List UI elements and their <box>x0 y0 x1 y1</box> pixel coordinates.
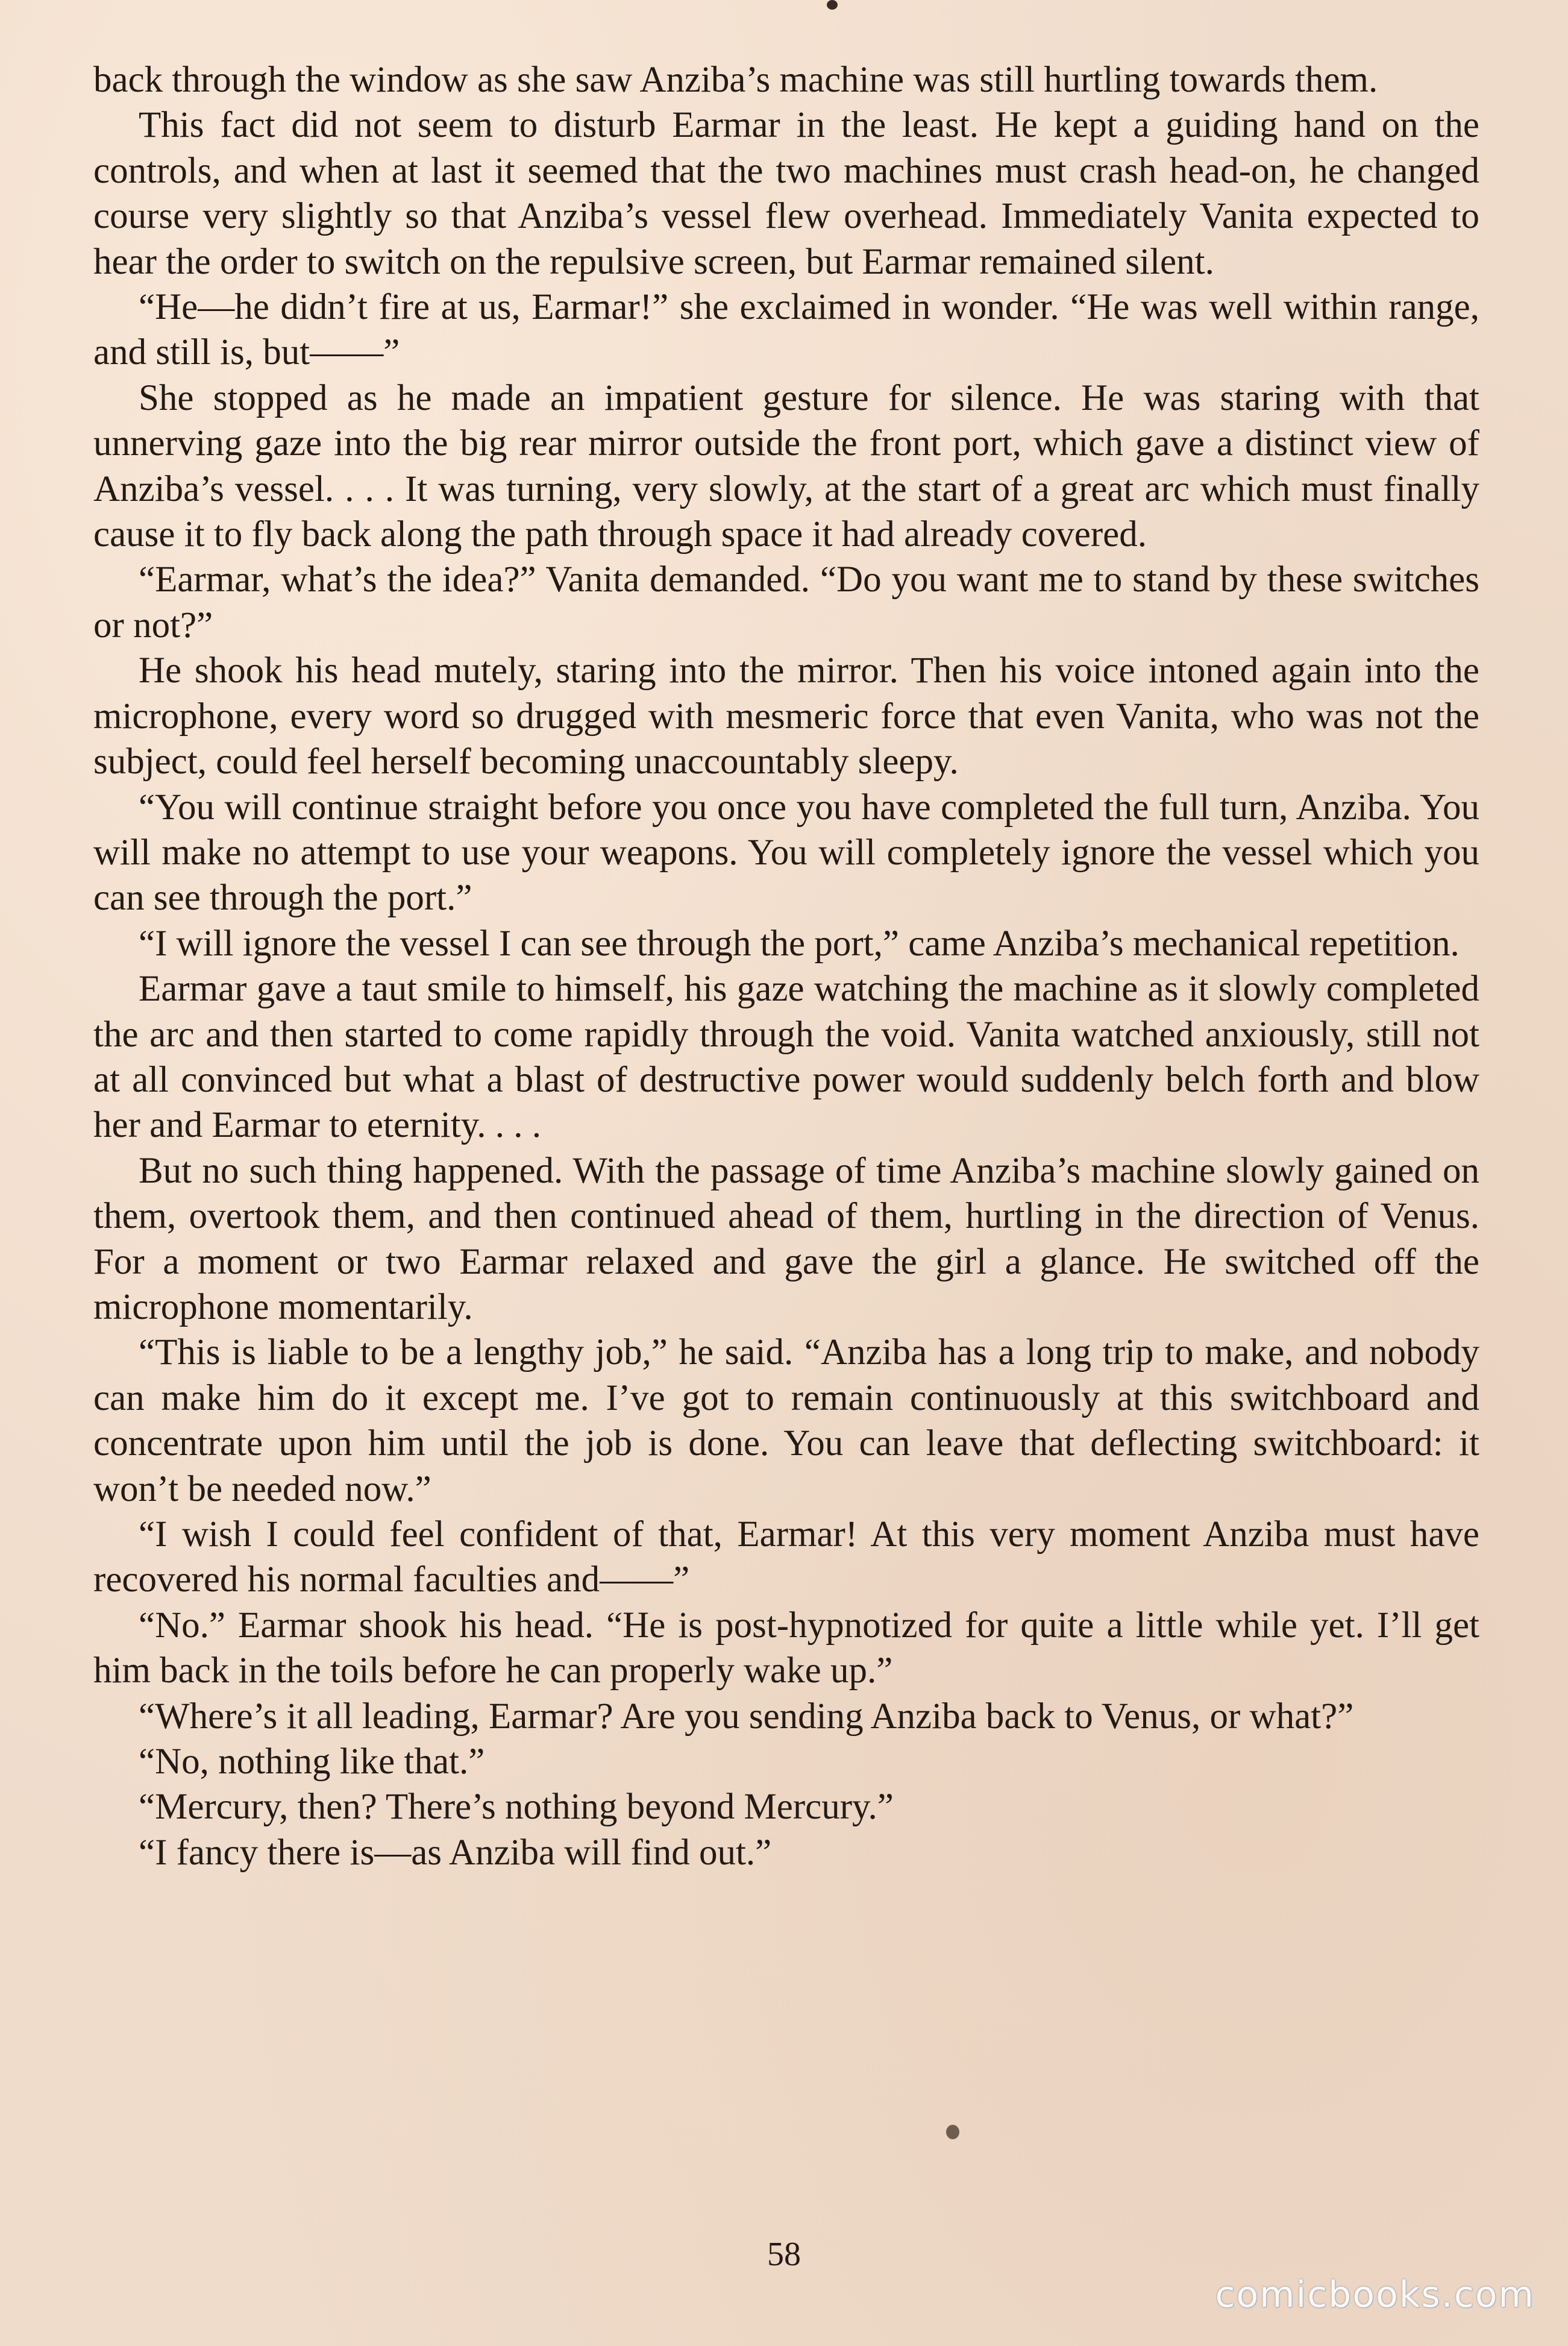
page-number: 58 <box>767 2236 801 2273</box>
paragraph-1: This fact did not seem to disturb Earmar in the least. He kept a guiding hand on the controls, and when at last it seemed that the two machines must crash head-on, he changed course very slightly so that Anziba’s vessel flew overhead. Immediately Vanita expected to hear the order to switch on the repulsive screen, but Earmar remained silent. <box>93 105 1479 282</box>
watermark-logo: comicbooks.com <box>1215 2274 1535 2316</box>
paragraph-12: “No.” Earmar shook his head. “He is post-hypnotized for quite a little while yet. I’ll get him back in the toils before he can properly wake up.” <box>93 1605 1479 1691</box>
body-text <box>93 57 1479 1875</box>
ink-speck <box>827 0 838 10</box>
paragraph-11: “I wish I could feel confident of that, Earmar! At this very moment Anziba must have recovered his normal faculties and——” <box>93 1514 1479 1600</box>
paragraph-16: “I fancy there is—as Anziba will find out.” <box>139 1832 772 1873</box>
paragraph-7: “I will ignore the vessel I can see through the port,” came Anziba’s mechanical repetition. <box>139 923 1460 964</box>
paragraph-8: Earmar gave a taut smile to himself, his gaze watching the machine as it slowly completed the arc and then started to come rapidly through the void. Vanita watched anxiously, still not at all convinced but what a blast of destructive power would suddenly belch forth and blow her and Earmar to eternity. . . . <box>93 969 1479 1146</box>
paragraph-10: “This is liable to be a lengthy job,” he said. “Anziba has a long trip to make, and nobody can make him do it except me. I’ve got to remain continuously at this switchboard and concentrate upon him until the job is done. You can leave that deflecting switchboard: it won’t be needed now.” <box>93 1332 1479 1509</box>
paragraph-9: But no such thing happened. With the passage of time Anziba’s machine slowly gained on them, overtook them, and then continued ahead of them, hurtling in the direction of Venus. For a moment or two Earmar relaxed and gave the girl a glance. He switched off the microphone momentarily. <box>93 1150 1479 1327</box>
ink-speck <box>946 2125 959 2139</box>
book-page-text-block <box>93 57 1479 2227</box>
paragraph-15: “Mercury, then? There’s nothing beyond Mercury.” <box>139 1787 894 1828</box>
paragraph-5: He shook his head mutely, staring into the mirror. Then his voice intoned again into the microphone, every word so drugged with mesmeric force that even Vanita, who was not the subject, could feel herself becoming unaccountably sleepy. <box>93 650 1479 782</box>
paragraph-2: “He—he didn’t fire at us, Earmar!” she exclaimed in wonder. “He was well within range, and still is, but——” <box>93 287 1479 373</box>
continuation-paragraph: back through the window as she saw Anziba’s machine was still hurtling towards them. <box>93 60 1378 100</box>
paragraph-14: “No, nothing like that.” <box>139 1741 485 1782</box>
paragraph-4: “Earmar, what’s the idea?” Vanita demanded. “Do you want me to stand by these switches or not?” <box>93 559 1479 646</box>
paragraph-13: “Where’s it all leading, Earmar? Are you sending Anziba back to Venus, or what?” <box>139 1696 1354 1737</box>
paragraph-3: She stopped as he made an impatient gesture for silence. He was staring with that unnerving gaze into the big rear mirror outside the front port, which gave a distinct view of Anziba’s vessel. . . . It was turning, very slowly, at the start of a great arc which must finally cause it to fly back along the path through space it had already covered. <box>93 377 1479 555</box>
paragraph-6: “You will continue straight before you once you have completed the full turn, Anziba. You will make no attempt to use your weapons. You will completely ignore the vessel which you can see through the port.” <box>93 787 1479 919</box>
